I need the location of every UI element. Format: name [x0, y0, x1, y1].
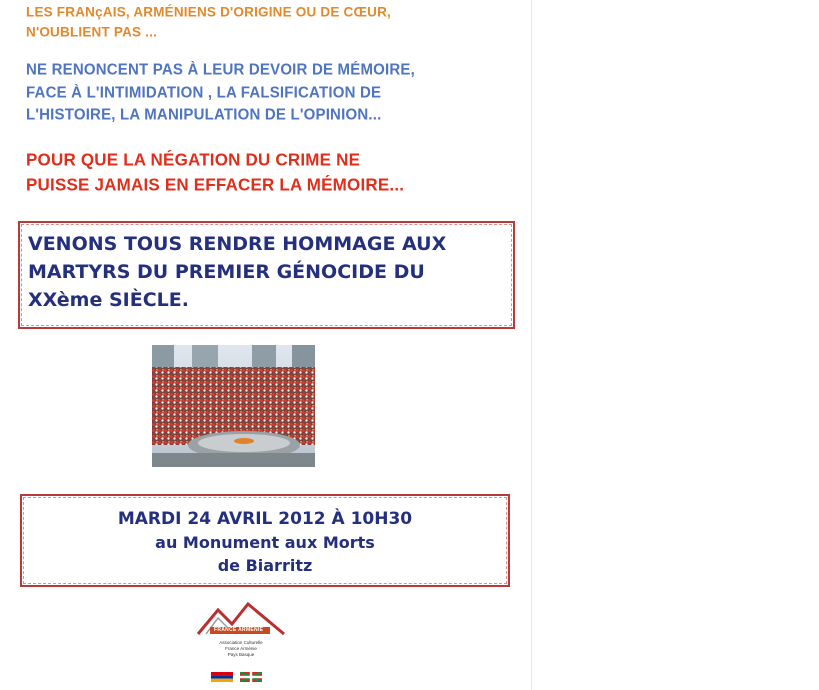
- tribute-line-1: VENONS TOUS RENDRE HOMMAGE AUX: [28, 233, 447, 255]
- event-box: [20, 494, 510, 587]
- event-place-line-2: de Biarritz: [217, 556, 313, 575]
- logo-line-2: France Arménie: [225, 646, 257, 651]
- mountains-logo-icon: [196, 600, 286, 640]
- memorial-photo: [152, 345, 315, 467]
- logo-name: FRANCE ARMÉNIE: [214, 627, 264, 633]
- refuse-line-1: NE RENONCENT PAS À LEUR DEVOIR DE MÉMOIRE,: [26, 61, 415, 79]
- intro-line-1: LES FRANçAIS, ARMÉNIENS D'ORIGINE OU DE CŒUR,: [26, 4, 391, 20]
- refuse-line-3: L'HISTOIRE, LA MANIPULATION DE L'OPINION...: [26, 106, 382, 124]
- logo-line-1: Association Culturelle: [219, 640, 263, 645]
- refuse-line-2: FACE À L'INTIMIDATION , LA FALSIFICATION DE: [26, 84, 382, 102]
- tribute-line-2: MARTYRS DU PREMIER GÉNOCIDE DU: [28, 261, 425, 283]
- logo-line-3: Pays Basque: [227, 652, 255, 657]
- denial-line-1: POUR QUE LA NÉGATION DU CRIME NE: [26, 150, 361, 170]
- armenian-flag-icon: [211, 672, 233, 682]
- intro-line-2: N'OUBLIENT PAS ...: [26, 24, 158, 40]
- denial-line-2: PUISSE JAMAIS EN EFFACER LA MÉMOIRE...: [26, 175, 405, 195]
- memorial-flowers-image: [152, 345, 315, 467]
- tribute-box: [18, 221, 515, 329]
- event-date: MARDI 24 AVRIL 2012 À 10H30: [117, 509, 413, 529]
- event-place-line-1: au Monument aux Morts: [155, 533, 375, 552]
- tribute-line-3: XXème SIÈCLE.: [28, 289, 189, 311]
- basque-flag-icon: [240, 672, 262, 682]
